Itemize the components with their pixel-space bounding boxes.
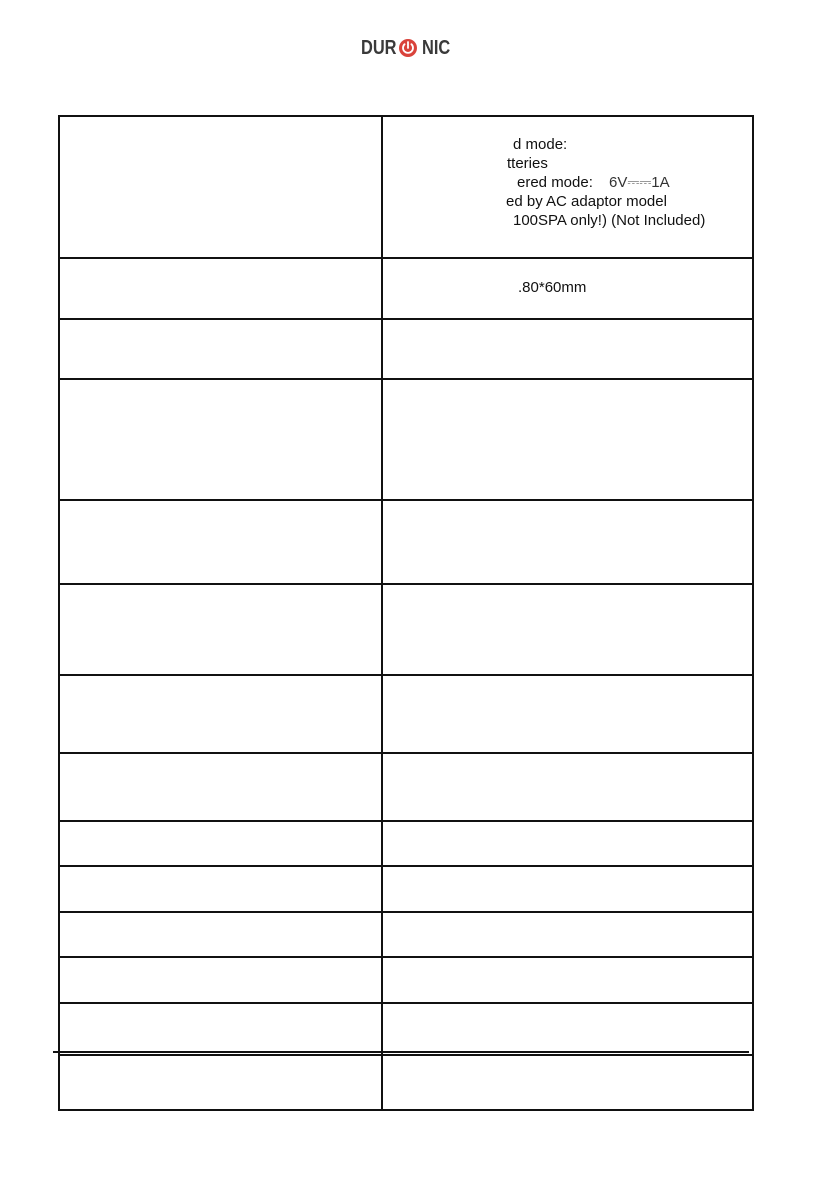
spec-line-power-rating: 6V⎓⎓1A [609, 174, 670, 191]
table-cell-value [385, 380, 752, 499]
table-cell-label [60, 320, 383, 378]
table-cell-label [60, 867, 383, 911]
spec-line-mode: d mode: [513, 136, 568, 153]
logo-text-right: NIC [422, 36, 451, 59]
table-cell-label [60, 1056, 383, 1109]
table-row [60, 1054, 752, 1109]
table-row [60, 865, 752, 911]
table-cell-label [60, 958, 383, 1002]
logo-text-left: DUR [361, 36, 397, 59]
table-cell-value [385, 822, 752, 865]
spec-line-powered-mode: ered mode: [517, 174, 593, 191]
table-cell-value [385, 1056, 752, 1109]
brand-logo [361, 37, 454, 59]
table-cell-label [60, 501, 383, 583]
table-cell-value [385, 867, 752, 911]
spec-line-adaptor: ed by AC adaptor model [506, 193, 667, 210]
table-row [60, 117, 752, 257]
divider-line [53, 1051, 749, 1053]
table-row [60, 378, 752, 499]
table-row [60, 674, 752, 752]
table-row [60, 499, 752, 583]
table-cell-value [385, 676, 752, 752]
table-cell-label [60, 754, 383, 820]
spec-line-dimensions: .80*60mm [518, 279, 587, 296]
table-row [60, 956, 752, 1002]
table-row [60, 257, 752, 318]
table-cell-value [385, 754, 752, 820]
table-row [60, 583, 752, 674]
table-cell-value [385, 259, 752, 318]
table-cell-value [385, 585, 752, 674]
power-icon [398, 38, 418, 58]
table-cell-label [60, 676, 383, 752]
spec-table [58, 115, 754, 1111]
table-cell-value [385, 320, 752, 378]
table-cell-label [60, 822, 383, 865]
table-row [60, 752, 752, 820]
table-cell-label [60, 259, 383, 318]
table-cell-label [60, 117, 383, 257]
spec-line-batteries: tteries [507, 155, 548, 172]
table-cell-value [385, 501, 752, 583]
table-row [60, 1002, 752, 1054]
table-row [60, 911, 752, 956]
table-cell-value [385, 1004, 752, 1054]
table-cell-label [60, 380, 383, 499]
table-row [60, 318, 752, 378]
table-cell-value [385, 117, 752, 257]
spec-line-not-included: 100SPA only!) (Not Included) [513, 212, 706, 229]
table-cell-value [385, 913, 752, 956]
table-cell-label [60, 1004, 383, 1054]
table-row [60, 820, 752, 865]
table-cell-label [60, 913, 383, 956]
table-cell-value [385, 958, 752, 1002]
table-cell-label [60, 585, 383, 674]
